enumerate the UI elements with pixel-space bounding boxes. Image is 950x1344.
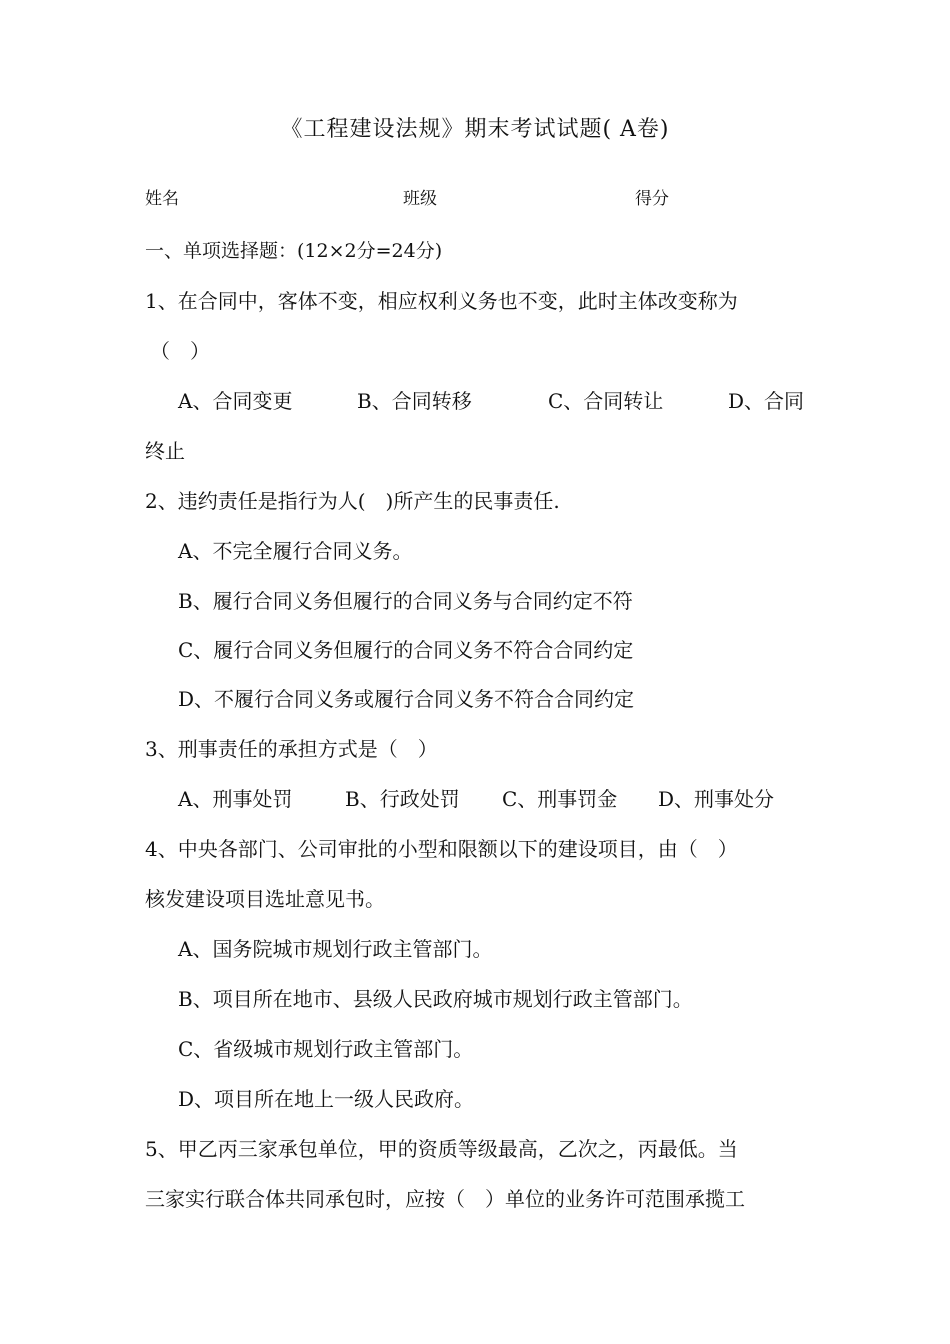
q3-options <box>0 786 950 812</box>
q3-stem: 3、刑事责任的承担方式是（ ） <box>145 737 438 761</box>
q4-option-d: D、项目所在地上一级人民政府。 <box>178 1087 475 1111</box>
name-label: 姓名 <box>145 189 179 209</box>
q3-option-d: D、刑事处分 <box>658 787 775 811</box>
section-heading: 一、单项选择题：(12×2分=24分) <box>145 240 443 262</box>
q1-option-b: B、合同转移 <box>357 389 472 413</box>
q5-stem-line2: 三家实行联合体共同承包时，应按（ ）单位的业务许可范围承揽工 <box>145 1187 745 1211</box>
q2-option-c: C、履行合同义务但履行的合同义务不符合合同约定 <box>178 638 634 662</box>
q5-stem-line1: 5、甲乙丙三家承包单位，甲的资质等级最高，乙次之，丙最低。当 <box>145 1137 738 1161</box>
q2-option-a: A、不完全履行合同义务。 <box>178 539 413 563</box>
q2-stem: 2、违约责任是指行为人( )所产生的民事责任. <box>145 489 560 513</box>
class-label: 班级 <box>403 189 437 209</box>
q4-stem-line2: 核发建设项目选址意见书。 <box>145 887 385 911</box>
q3-option-b: B、行政处罚 <box>345 787 460 811</box>
q1-option-d: D、合同 <box>728 389 805 413</box>
q2-option-b: B、履行合同义务但履行的合同义务与合同约定不符 <box>178 589 633 613</box>
exam-title: 《工程建设法规》期末考试试题( A卷) <box>280 117 670 142</box>
q4-stem-line1: 4、中央各部门、公司审批的小型和限额以下的建设项目，由（ ） <box>145 837 738 861</box>
q1-options <box>0 388 950 414</box>
student-info-row <box>145 184 845 208</box>
q1-stem-line1: 1、在合同中，客体不变，相应权利义务也不变，此时主体改变称为 <box>145 289 738 313</box>
q3-option-c: C、刑事罚金 <box>502 787 618 811</box>
q3-option-a: A、刑事处罚 <box>178 787 293 811</box>
q4-option-c: C、省级城市规划行政主管部门。 <box>178 1037 474 1061</box>
q2-option-d: D、不履行合同义务或履行合同义务不符合合同约定 <box>178 687 635 711</box>
q1-option-c: C、合同转让 <box>548 389 664 413</box>
q4-option-b: B、项目所在地市、县级人民政府城市规划行政主管部门。 <box>178 987 693 1011</box>
score-label: 得分 <box>635 189 669 209</box>
q1-stem-line2: （ ） <box>150 339 210 363</box>
q1-option-d-continued: 终止 <box>145 439 185 463</box>
q4-option-a: A、国务院城市规划行政主管部门。 <box>178 937 493 961</box>
q1-option-a: A、合同变更 <box>178 389 293 413</box>
